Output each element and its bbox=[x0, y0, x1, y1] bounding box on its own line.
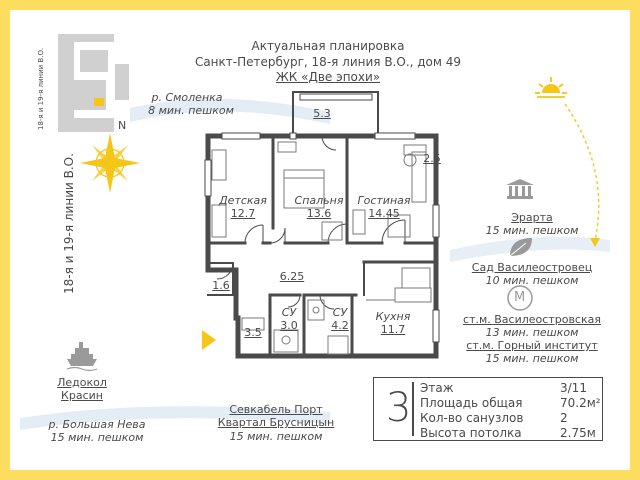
info-label-floor: Этаж bbox=[420, 381, 454, 395]
street-vertical-label: 18-я и 19-я линии В.О. bbox=[62, 153, 76, 294]
landmark-neva-name: р. Большая Нева bbox=[48, 418, 146, 431]
room-kids-area: 12.7 bbox=[230, 207, 256, 220]
room-entry-area: 3.5 bbox=[244, 326, 262, 339]
room-kitchen-area: 11.7 bbox=[380, 323, 406, 336]
landmark-erarta-time: 15 мин. пешком bbox=[485, 224, 579, 237]
header-line-1: Актуальная планировка bbox=[251, 39, 405, 53]
landmark-metro2-name: ст.м. Горный институт bbox=[466, 339, 598, 352]
landmark-metro2-time: 15 мин. пешком bbox=[485, 352, 579, 365]
info-value-ceiling: 2.75м bbox=[560, 426, 596, 440]
museum-icon bbox=[506, 179, 534, 199]
info-value-floor: 3/11 bbox=[560, 381, 587, 395]
info-value-area: 70.2м² bbox=[560, 396, 601, 410]
floor-number: 3 bbox=[386, 385, 412, 431]
metro-letter: M bbox=[514, 290, 526, 305]
info-label-area: Площадь общая bbox=[420, 396, 523, 410]
room-living-name: Гостиная bbox=[357, 194, 411, 207]
info-label-ceiling: Высота потолка bbox=[420, 426, 522, 440]
room-bedroom-area: 13.6 bbox=[306, 207, 332, 220]
landmark-icebreaker-line-1: Ледокол bbox=[57, 376, 107, 389]
landmark-sevkabel-time: 15 мин. пешком bbox=[229, 430, 323, 443]
site-map bbox=[58, 34, 129, 132]
landmark-metro1-name: ст.м. Василеостровская bbox=[463, 313, 601, 326]
room-bath1-area: 3.0 bbox=[280, 319, 298, 332]
room-balcony-area: 5.3 bbox=[313, 107, 331, 120]
landmark-garden-name: Сад Василеостровец bbox=[471, 261, 593, 274]
room-kids-name: Детская bbox=[219, 194, 267, 207]
room-bath1-name: СУ bbox=[281, 306, 297, 319]
room-living-area: 14.45 bbox=[368, 207, 400, 220]
landmark-sevkabel-line-1: Севкабель Порт bbox=[229, 403, 323, 416]
map-street-label: 18-я и 19-я линии В.О. bbox=[37, 47, 45, 130]
landmark-smolenka-time: 8 мин. пешком bbox=[148, 104, 234, 117]
header-line-2: Санкт-Петербург, 18-я линия В.О., дом 49 bbox=[194, 55, 462, 69]
apartment-info-box bbox=[373, 377, 603, 441]
room-kitchen-name: Кухня bbox=[375, 310, 411, 323]
room-hall-area: 6.25 bbox=[279, 270, 305, 283]
info-label-bathrooms: Кол-во санузлов bbox=[420, 411, 524, 425]
landmark-neva-time: 15 мин. пешком bbox=[50, 431, 144, 444]
info-value-bathrooms: 2 bbox=[560, 411, 568, 425]
landmark-erarta-name: Эрарта bbox=[511, 211, 553, 224]
header-line-3: ЖК «Две эпохи» bbox=[275, 70, 381, 84]
ship-icon bbox=[67, 342, 97, 371]
compass-rose-icon bbox=[80, 133, 140, 193]
sun-icon bbox=[535, 77, 567, 97]
room-loggia-area: 2.5 bbox=[423, 152, 441, 165]
info-divider bbox=[412, 382, 414, 436]
compass-north-letter: N bbox=[118, 119, 127, 132]
entry-arrow-icon bbox=[202, 330, 216, 350]
landmark-garden-time: 10 мин. пешком bbox=[485, 274, 579, 287]
room-closet-area: 1.6 bbox=[212, 279, 230, 292]
room-bath2-name: СУ bbox=[332, 306, 348, 319]
room-bath2-area: 4.2 bbox=[331, 319, 349, 332]
room-bedroom-name: Спальня bbox=[294, 194, 344, 207]
landmark-smolenka-name: р. Смоленка bbox=[151, 91, 223, 104]
doors bbox=[217, 136, 405, 309]
landmark-icebreaker-line-2: Красин bbox=[61, 389, 103, 402]
landmark-sevkabel-line-2: Квартал Брусницын bbox=[217, 416, 335, 429]
sun-path-arrow bbox=[565, 104, 599, 240]
landmark-metro1-time: 13 мин. пешком bbox=[485, 326, 579, 339]
